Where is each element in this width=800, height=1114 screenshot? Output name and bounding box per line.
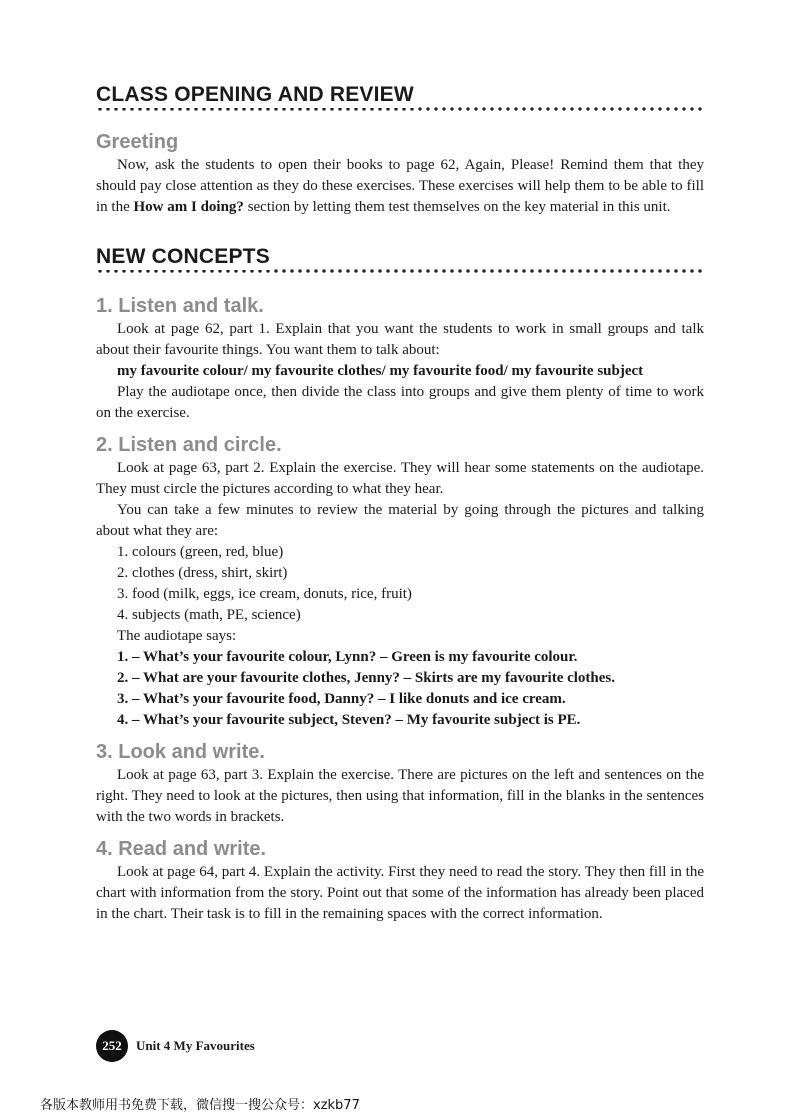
- how-am-i-doing-bold: How am I doing?: [133, 199, 244, 215]
- part2-paragraph-2: You can take a few minutes to review the material by going through the pictures and talking about what they are:: [96, 502, 704, 539]
- section-title: NEW CONCEPTS: [96, 244, 274, 270]
- page-number-badge: 252: [96, 1030, 128, 1062]
- part3-heading: 3. Look and write.: [96, 741, 265, 763]
- part1-paragraph-2: Play the audiotape once, then divide the class into groups and give them plenty of time to work on the exercise.: [96, 384, 704, 421]
- dialogue-line: 2. – What are your favourite clothes, Jenny? – Skirts are my favourite clothes.: [117, 670, 616, 686]
- part1-bold-line: my favourite colour/ my favourite clothes/ my favourite food/ my favourite subject: [117, 363, 644, 379]
- list-item: 2. clothes (dress, shirt, skirt): [117, 565, 288, 581]
- unit-label: Unit 4 My Favourites: [136, 1038, 255, 1053]
- section-header-new-concepts: [96, 242, 704, 276]
- dialogue-line: 3. – What’s your favourite food, Danny? – I like donuts and ice cream.: [117, 691, 566, 707]
- part2-paragraph: Look at page 63, part 2. Explain the exercise. They will hear some statements on the audiotape. They must circle the pictures according to what they hear.: [96, 460, 704, 497]
- greeting-heading: Greeting: [96, 131, 179, 153]
- greeting-paragraph: Now, ask the students to open their books to page 62, Again, Please! Remind them that they should pay close attention as they do these exercises. These exercises will help them to be able to fill in the How am I doing? section by letting them test themselves on the key material in this unit.: [96, 157, 704, 215]
- audiotape-says: The audiotape says:: [117, 628, 237, 644]
- watermark-text: 各版本教师用书免费下载，微信搜一搜公众号：xzkb77: [40, 1098, 360, 1113]
- part3-paragraph: Look at page 63, part 3. Explain the exercise. There are pictures on the left and sentences on the right. They need to look at the pictures, then using that information, fill in the blanks in the sentences with the two words in brackets.: [96, 767, 704, 825]
- section-title: CLASS OPENING AND REVIEW: [96, 82, 418, 108]
- part1-heading: 1. Listen and talk.: [96, 295, 264, 317]
- page-content: [96, 80, 704, 925]
- section-header-class-opening: [96, 80, 704, 114]
- list-item: 4. subjects (math, PE, science): [117, 607, 301, 623]
- part4-paragraph: Look at page 64, part 4. Explain the activity. First they need to read the story. They then fill in the chart with information from the story. Point out that some of the information has already been placed in the chart. Their task is to fill in the remaining spaces with the correct information.: [96, 864, 704, 922]
- list-item: 1. colours (green, red, blue): [117, 544, 284, 560]
- dialogue-line: 4. – What’s your favourite subject, Steven? – My favourite subject is PE.: [117, 712, 581, 728]
- part2-heading: 2. Listen and circle.: [96, 434, 282, 456]
- dialogue-line: 1. – What’s your favourite colour, Lynn? – Green is my favourite colour.: [117, 649, 578, 665]
- page-footer: [96, 1030, 255, 1062]
- part4-heading: 4. Read and write.: [96, 838, 267, 860]
- list-item: 3. food (milk, eggs, ice cream, donuts, rice, fruit): [117, 586, 412, 602]
- part1-paragraph: Look at page 62, part 1. Explain that you want the students to work in small groups and talk about their favourite things. You want them to talk about:: [96, 321, 704, 358]
